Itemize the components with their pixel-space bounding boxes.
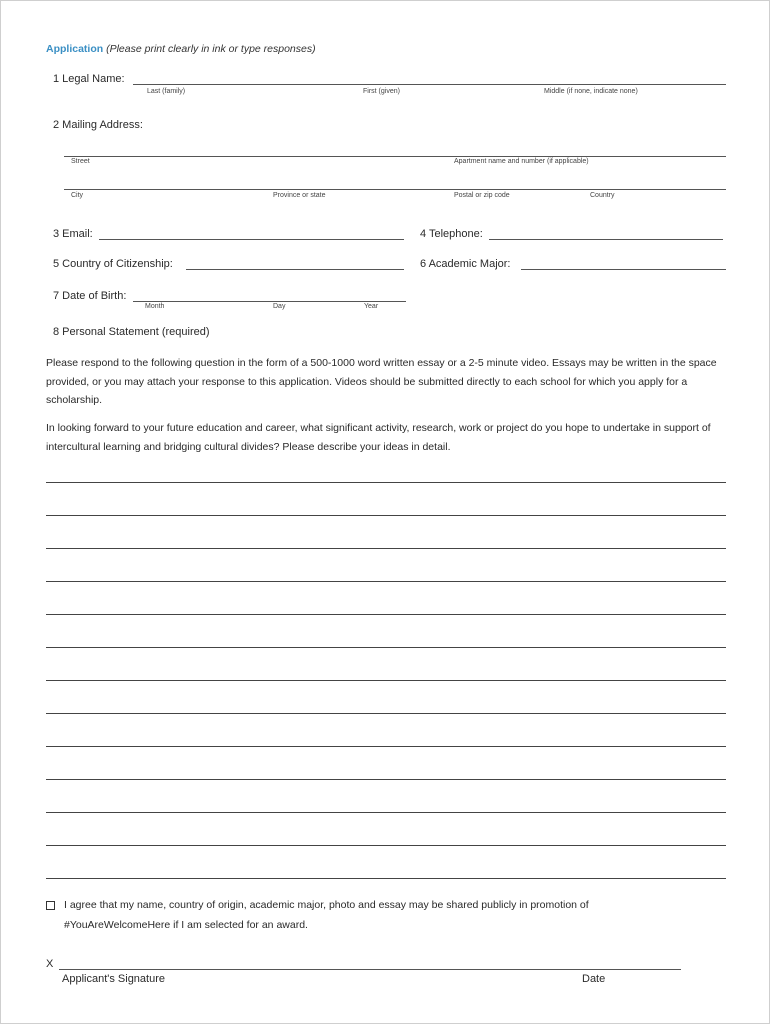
signature-caption: Applicant's Signature [62,973,165,985]
dob-day-caption: Day [273,303,286,310]
essay-line[interactable] [46,515,726,516]
country-caption: Country [590,192,615,199]
essay-line[interactable] [46,548,726,549]
essay-line[interactable] [46,845,726,846]
essay-line[interactable] [46,647,726,648]
consent-text-line-1: I agree that my name, country of origin, academic major, photo and essay may be shared publicly in promotion of [64,899,589,911]
citizenship-field[interactable] [186,269,404,270]
signature-x-mark: X [46,958,54,970]
form-title: Application [46,43,104,55]
dob-label: 7 Date of Birth: [53,290,127,302]
form-header [46,43,316,55]
essay-line[interactable] [46,779,726,780]
essay-line[interactable] [46,680,726,681]
consent-text-line-2: #YouAreWelcomeHere if I am selected for an award. [64,919,308,931]
legal-name-label: 1 Legal Name: [53,73,125,85]
legal-name-first-caption: First (given) [363,88,400,95]
email-field[interactable] [99,239,404,240]
dob-year-caption: Year [364,303,379,310]
dob-field[interactable] [133,301,406,302]
form-subtitle: (Please print clearly in ink or type responses) [106,43,316,55]
legal-name-last-caption: Last (family) [147,88,186,95]
telephone-field[interactable] [489,239,723,240]
email-label: 3 Email: [53,228,93,240]
essay-line[interactable] [46,746,726,747]
instructions-paragraph-2: In looking forward to your future education and career, what significant activity, research, work or project do you hope to undertake in support of intercultural learning and bridging cultural divides? Please describe your ideas in detail. [46,422,711,453]
legal-name-field[interactable] [133,84,726,85]
street-caption: Street [71,158,90,165]
city-address-field[interactable] [64,189,726,190]
instructions-paragraph-1: Please respond to the following question in the form of a 500-1000 word written essay or a 2-5 minute video. Essays may be written in the space provided, or you may attach your response to this application. Videos should be submitted directly to each school for which you apply for a scholarship. [46,357,717,406]
essay-line[interactable] [46,482,726,483]
dob-month-caption: Month [145,303,165,310]
postal-caption: Postal or zip code [454,192,510,199]
city-caption: City [71,192,84,199]
essay-line[interactable] [46,614,726,615]
apartment-caption: Apartment name and number (if applicable) [454,158,589,165]
essay-line[interactable] [46,812,726,813]
mailing-address-label: 2 Mailing Address: [53,119,143,131]
academic-major-field[interactable] [521,269,726,270]
legal-name-middle-caption: Middle (if none, indicate none) [544,88,638,95]
consent-checkbox[interactable] [46,901,55,910]
telephone-label: 4 Telephone: [420,228,483,240]
date-caption: Date [582,973,606,985]
signature-field[interactable] [59,969,681,970]
street-address-field[interactable] [64,156,726,157]
personal-statement-label: 8 Personal Statement (required) [53,326,210,338]
academic-major-label: 6 Academic Major: [420,258,511,270]
essay-line[interactable] [46,713,726,714]
province-caption: Province or state [273,192,326,199]
essay-line[interactable] [46,878,726,879]
essay-line[interactable] [46,581,726,582]
citizenship-label: 5 Country of Citizenship: [53,258,173,270]
